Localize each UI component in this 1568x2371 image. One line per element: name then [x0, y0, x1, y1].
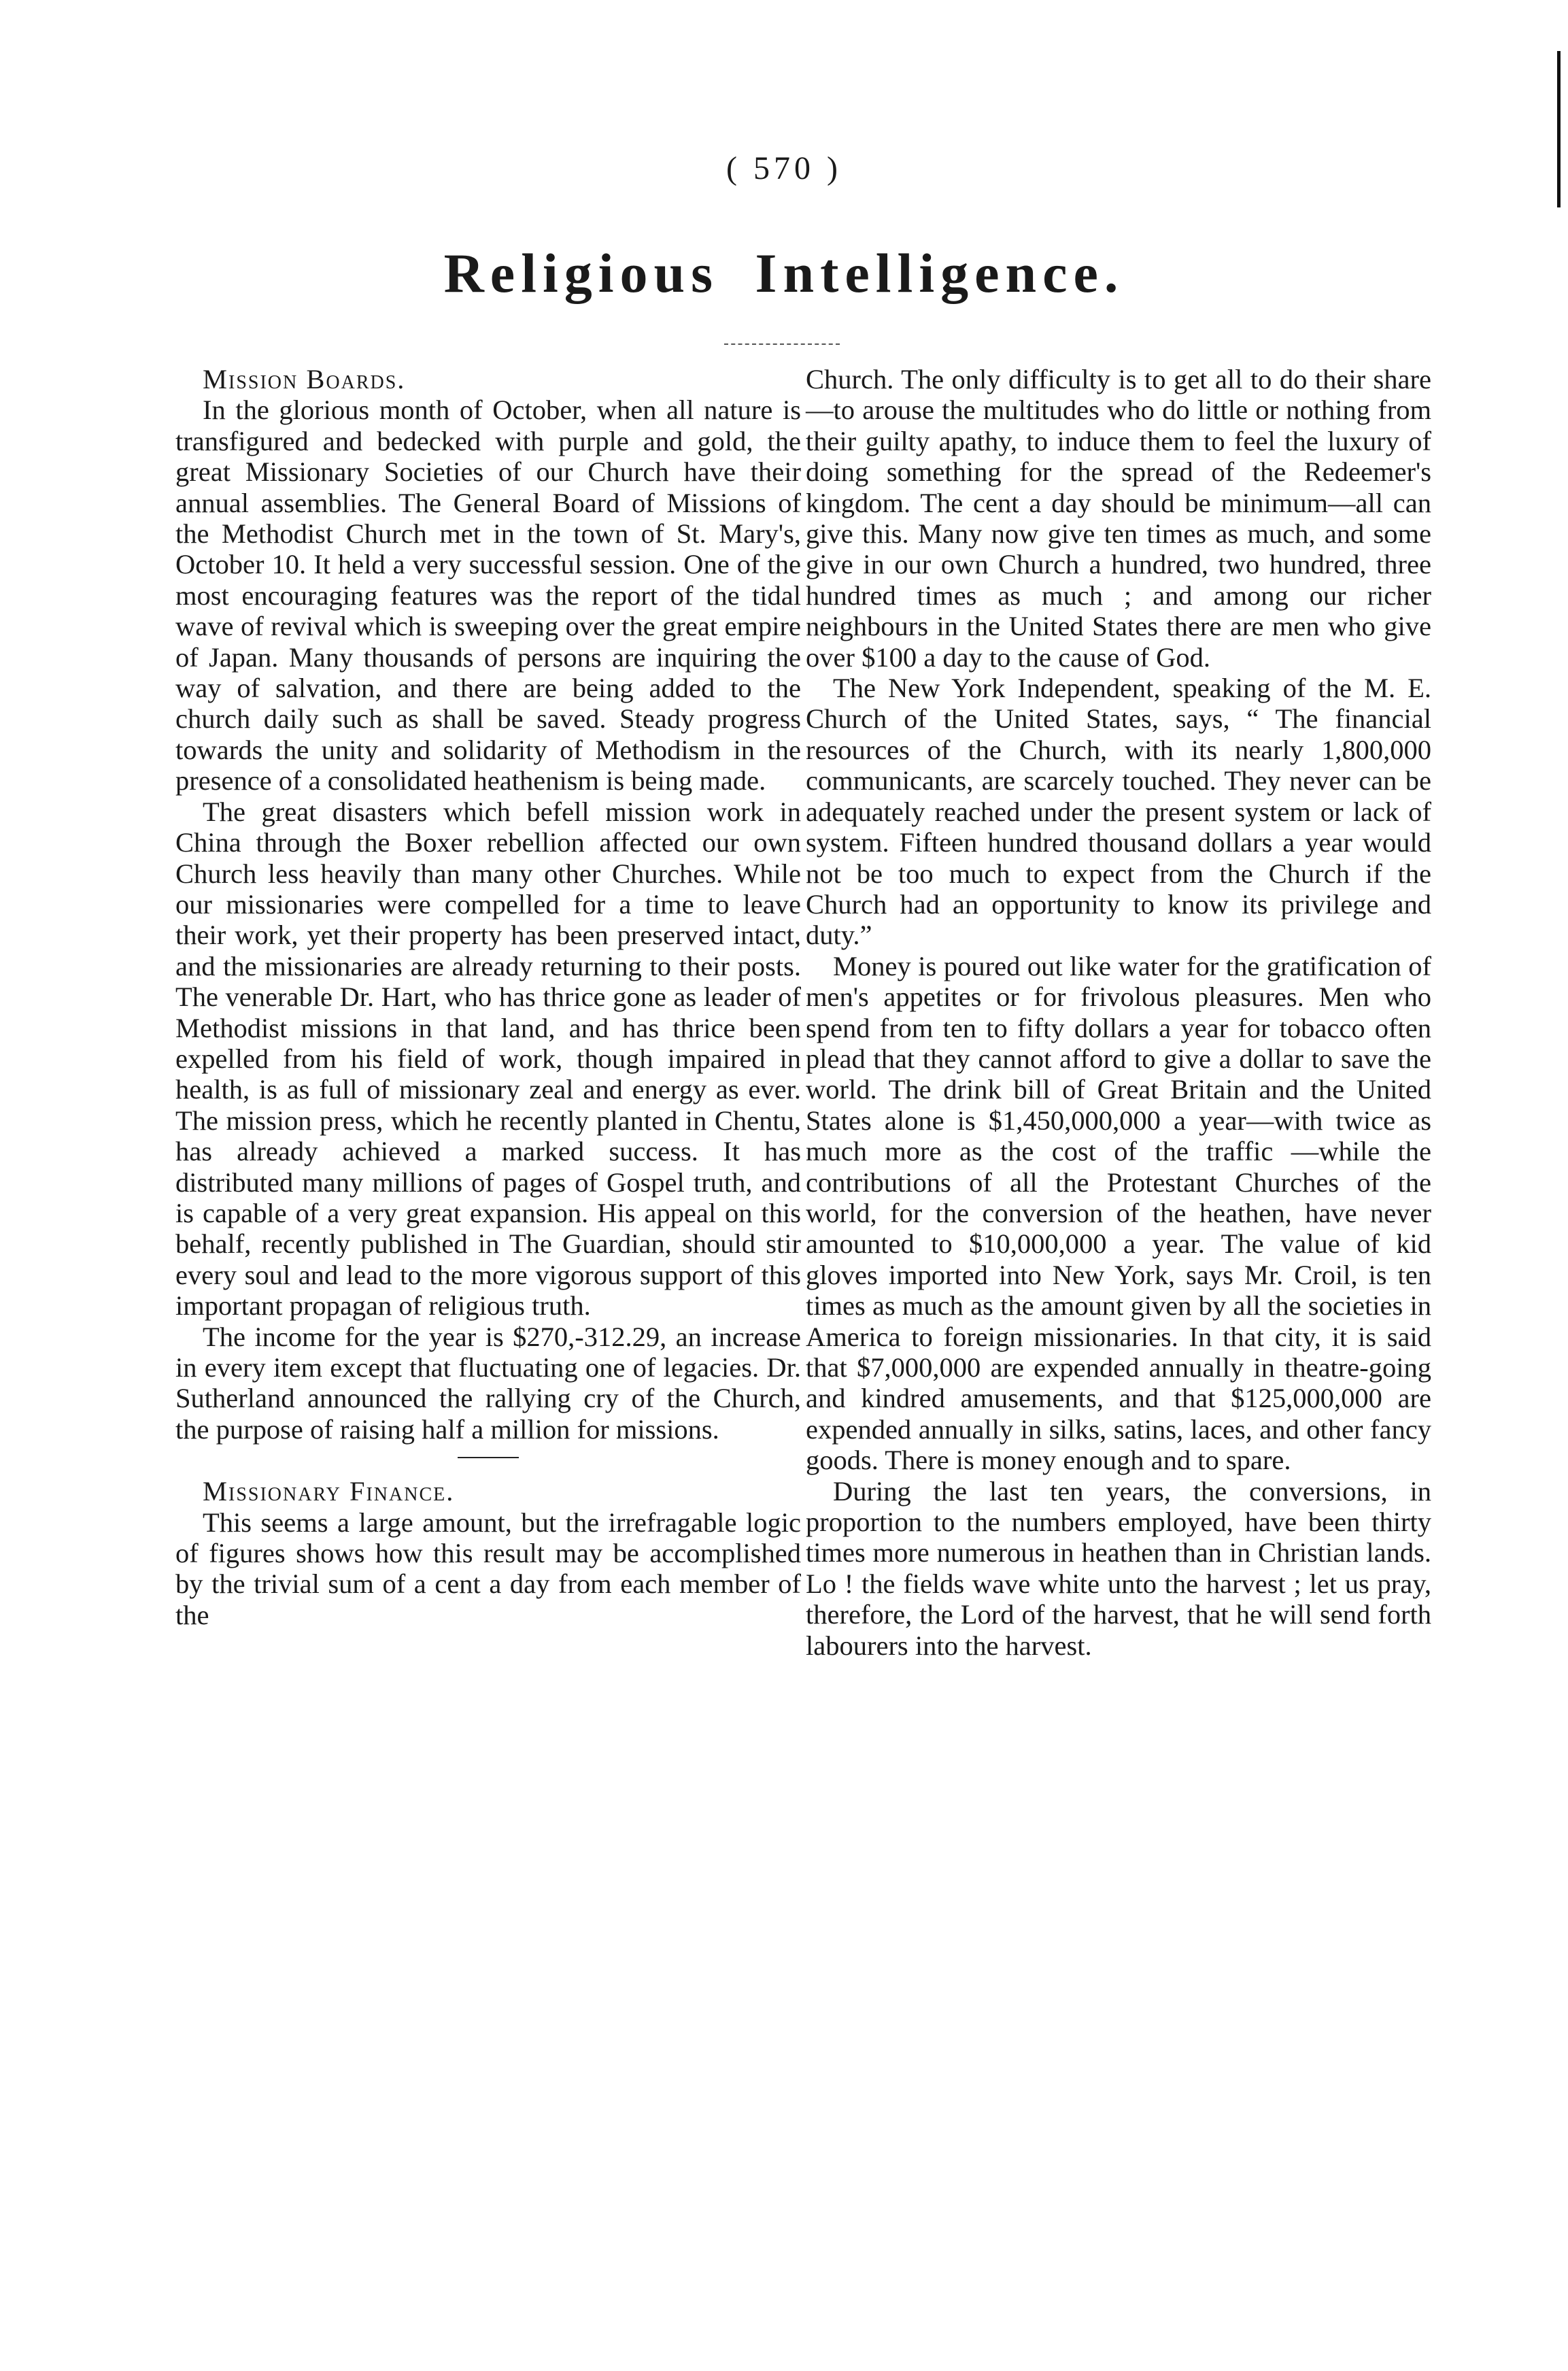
section-heading-missionary-finance: Missionary Finance.: [203, 1476, 455, 1507]
paragraph: The income for the year is $270,-312.29, an increase in every item except that fluctuating one of legacies. Dr. Sutherland announced the rallying cry of the Church, the purpose of raising half a million for missions.: [175, 1321, 801, 1445]
right-column: [806, 364, 1431, 1661]
left-column: [175, 364, 801, 1630]
page-number: ( 570 ): [726, 150, 842, 186]
paragraph: The New York Independent, speaking of the M. E. Church of the United States, says, “ The financial resources of the Church, with its nearly 1,800,000 communicants, are scarcely touched. They never can be adequately reached under the present system or lack of system. Fifteen hundred thousand dollars a year would not be too much to expect from the Church if the Church had an opportunity to know its privilege and duty.”: [806, 673, 1431, 951]
paragraph: The great disasters which befell mission work in China through the Boxer rebellion affected our own Church less heavily than many other Churches. While our missionaries were compelled for a time to leave their work, yet their property has been preserved intact, and the missionaries are already returning to their posts. The venerable Dr. Hart, who has thrice gone as leader of Methodist missions in that land, and has thrice been expelled from his field of work, though impaired in health, is as full of missionary zeal and energy as ever. The mission press, which he recently planted in Chentu, has already achieved a marked success. It has distributed many millions of pages of Gospel truth, and is capable of a very great expansion. His appeal on this behalf, recently published in The Guardian, should stir every soul and lead to the more vigorous support of this important propagan of religious truth.: [175, 796, 801, 1322]
section-divider: [458, 1457, 519, 1458]
page-title: Religious Intelligence.: [443, 242, 1125, 304]
paragraph: Money is poured out like water for the gratification of men's appetites or for frivolous pleasures. Men who spend from ten to fifty dollars a year for tobacco often plead that they cannot afford to give a dollar to save the world. The drink bill of Great Britain and the United States alone is $1,450,000,000 a year—with twice as much more as the cost of the traffic —while the contributions of all the Protestant Churches of the world, for the conversion of the heathen, have never amounted to $10,000,000 a year. The value of kid gloves imported into New York, says Mr. Croil, is ten times as much as the amount given by all the societies in America to foreign missionaries. In that city, it is said that $7,000,000 are expended annually in theatre-going and kindred amusements, and that $125,000,000 are expended annually in silks, satins, laces, and other fancy goods. There is money enough and to spare.: [806, 950, 1431, 1476]
section-heading-mission-boards: Mission Boards.: [203, 364, 406, 394]
paragraph: In the glorious month of October, when all nature is transfigured and bedecked with purple and gold, the great Missionary Societies of our Church have their annual assemblies. The General Board of Missions of the Methodist Church met in the town of St. Mary's, October 10. It held a very successful session. One of the most encouraging features was the report of the tidal wave of revival which is sweeping over the great empire of Japan. Many thousands of persons are inquiring the way of salvation, and there are being added to the church daily such as shall be saved. Steady progress towards the unity and solidarity of Methodism in the presence of a consolidated heathenism is being made.: [175, 394, 801, 796]
title-divider: [724, 343, 840, 345]
paragraph-continuation: Church. The only difficulty is to get all to do their share—to arouse the multitudes who do little or nothing from their guilty apathy, to induce them to feel the luxury of doing something for the spread of the Redeemer's kingdom. The cent a day should be minimum—all can give this. Many now give ten times as much, and some give in our own Church a hundred, two hundred, three hundred times as much ; and among our richer neighbours in the United States there are men who give over $100 a day to the cause of God.: [806, 364, 1431, 673]
paragraph: This seems a large amount, but the irrefragable logic of figures shows how this result may be accomplished by the trivial sum of a cent a day from each member of the: [175, 1507, 801, 1630]
paragraph: During the last ten years, the conversions, in proportion to the numbers employed, have been thirty times more numerous in heathen than in Christian lands. Lo ! the fields wave white unto the harvest ; let us pray, therefore, the Lord of the harvest, that he will send forth labourers into the harvest.: [806, 1475, 1431, 1661]
